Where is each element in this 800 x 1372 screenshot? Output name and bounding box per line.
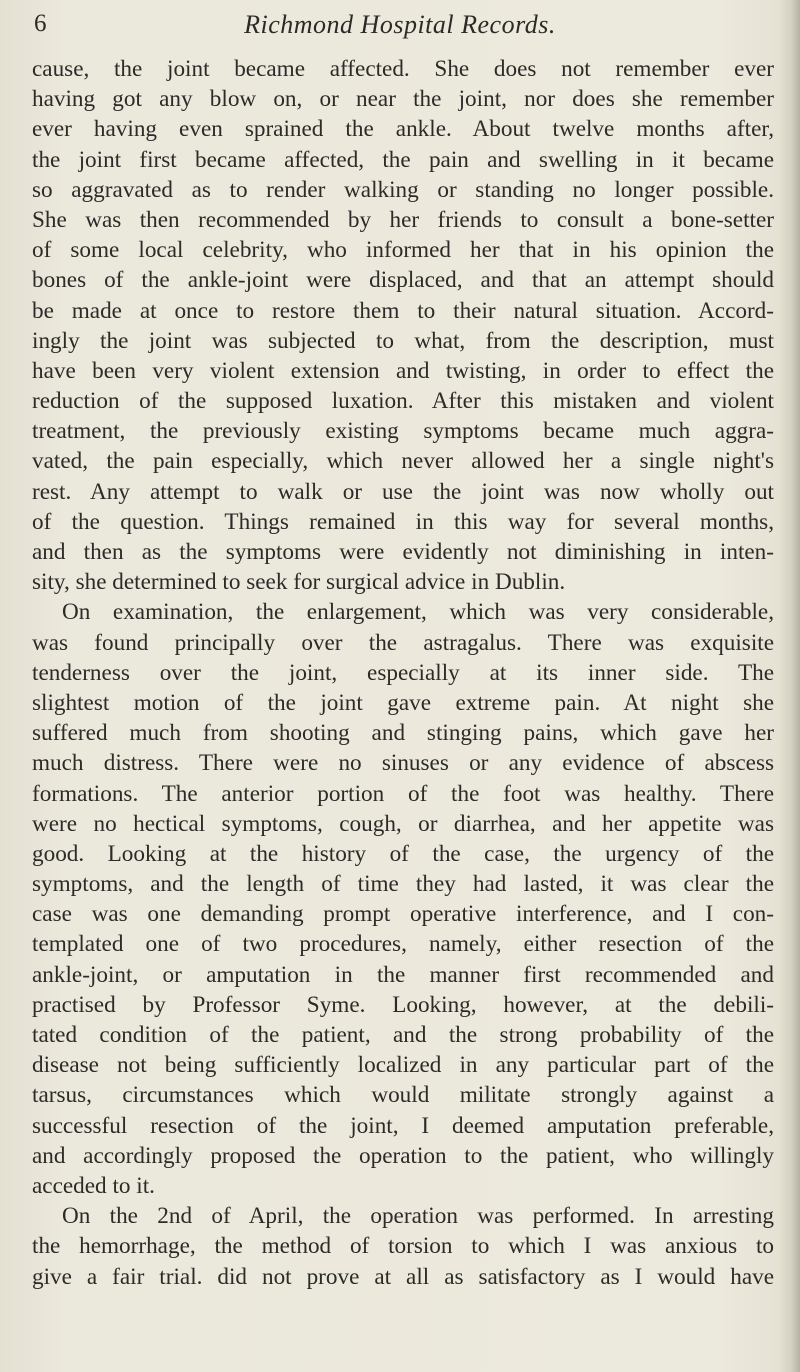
text-line: She was then recommended by her friends to consult a bone-setter [32,206,774,233]
text-line: tenderness over the joint, especially at its inner side. The [32,659,774,686]
text-line: vated, the pain especially, which never allowed her a single night's [32,448,774,475]
text-line: suffered much from shooting and stinging pains, which gave her [32,720,774,747]
text-line: reduction of the supposed luxation. After this mistaken and violent [32,388,774,415]
text-line: the joint first became affected, the pain and swelling in it became [32,146,774,173]
text-line: symptoms, and the length of time they had lasted, it was clear the [32,871,774,898]
text-line: templated one of two procedures, namely, either resection of the [32,931,774,958]
text-line: were no hectical symptoms, cough, or diarrhea, and her appetite was [32,810,774,837]
page-edge-shadow [778,0,800,1372]
text-line: tated condition of the patient, and the strong probability of the [32,1022,774,1048]
page-number: 6 [34,10,47,37]
text-line: and accordingly proposed the operation to the patient, who willingly [32,1142,774,1169]
text-line: disease not being sufficiently localized in any particular part of the [32,1052,774,1079]
text-line: On the 2nd of April, the operation was performed. In arresting [62,1203,774,1230]
text-line: of some local celebrity, who informed her that in his opinion the [32,237,774,264]
text-line: the hemorrhage, the method of torsion to which I was anxious to [32,1233,774,1260]
text-line: have been very violent extension and twisting, in order to effect the [32,357,774,384]
text-line: so aggravated as to render walking or standing no longer possible. [32,176,774,203]
text-line: and then as the symptoms were evidently not diminishing in inten- [32,539,774,565]
text-line: give a fair trial. did not prove at all as satisfactory as I would have [32,1263,774,1290]
text-line: much distress. There were no sinuses or any evidence of abscess [32,750,774,777]
text-line: practised by Professor Syme. Looking, however, at the debili- [32,991,774,1018]
text-line: ankle-joint, or amputation in the manner first recommended and [32,961,774,988]
text-line: having got any blow on, or near the joint, nor does she remember [32,86,774,113]
text-line: On examination, the enlargement, which was very considerable, [62,599,774,626]
text-line: be made at once to restore them to their natural situation. Accord- [32,297,774,324]
text-line: ever having even sprained the ankle. About twelve months after, [32,116,774,143]
text-line: of the question. Things remained in this way for several months, [32,508,774,535]
text-line: acceded to it. [32,1172,155,1199]
text-line: slightest motion of the joint gave extreme pain. At night she [32,689,774,716]
text-line: sity, she determined to seek for surgical advice in Dublin. [32,569,566,596]
text-line: successful resection of the joint, I deemed amputation preferable, [32,1112,774,1139]
text-line: formations. The anterior portion of the foot was healthy. There [32,780,774,807]
text-line: was found principally over the astragalus. There was exquisite [32,629,774,656]
text-line: cause, the joint became affected. She does not remember ever [32,56,774,82]
text-line: tarsus, circumstances which would militate strongly against a [32,1082,774,1109]
text-line: ingly the joint was subjected to what, from the description, must [32,327,774,354]
text-line: case was one demanding prompt operative interference, and I con- [32,901,774,928]
body-text [32,54,774,1292]
text-line: good. Looking at the history of the case, the urgency of the [32,840,774,867]
running-head: Richmond Hospital Records. [244,10,556,39]
text-line: treatment, the previously existing symptoms became much aggra- [32,418,774,445]
text-line: rest. Any attempt to walk or use the joint was now wholly out [32,478,774,505]
page-header [0,6,800,46]
text-line: bones of the ankle-joint were displaced, and that an attempt should [32,267,774,294]
